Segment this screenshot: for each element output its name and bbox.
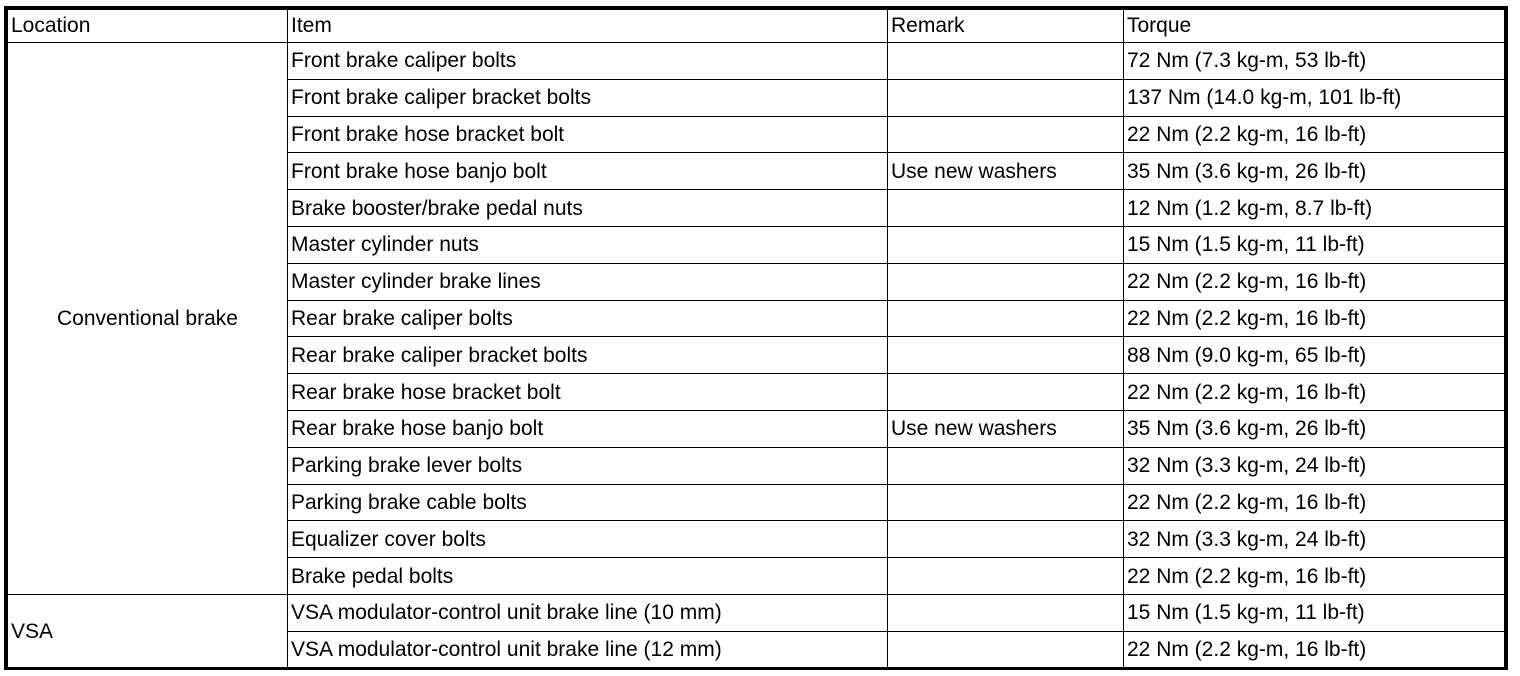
item-cell: Rear brake hose bracket bolt [288,374,888,411]
table-row [8,43,1505,80]
remark-cell [888,447,1124,484]
location-cell: VSA [8,594,288,668]
torque-cell: 35 Nm (3.6 kg-m, 26 lb-ft) [1124,410,1505,447]
item-cell: Parking brake cable bolts [288,484,888,521]
torque-cell: 32 Nm (3.3 kg-m, 24 lb-ft) [1124,447,1505,484]
remark-cell [888,337,1124,374]
item-cell: Parking brake lever bolts [288,447,888,484]
torque-cell: 22 Nm (2.2 kg-m, 16 lb-ft) [1124,631,1505,668]
item-cell: Rear brake caliper bolts [288,300,888,337]
torque-cell: 22 Nm (2.2 kg-m, 16 lb-ft) [1124,300,1505,337]
torque-cell: 22 Nm (2.2 kg-m, 16 lb-ft) [1124,558,1505,595]
torque-cell: 88 Nm (9.0 kg-m, 65 lb-ft) [1124,337,1505,374]
torque-cell: 22 Nm (2.2 kg-m, 16 lb-ft) [1124,263,1505,300]
item-cell: Rear brake hose banjo bolt [288,410,888,447]
item-cell: Front brake hose bracket bolt [288,116,888,153]
remark-cell [888,116,1124,153]
item-cell: Front brake caliper bolts [288,43,888,80]
remark-cell [888,631,1124,668]
item-cell: Front brake hose banjo bolt [288,153,888,190]
item-cell: Brake pedal bolts [288,558,888,595]
location-cell: Conventional brake [8,43,288,595]
torque-cell: 15 Nm (1.5 kg-m, 11 lb-ft) [1124,226,1505,263]
remark-cell: Use new washers [888,410,1124,447]
torque-cell: 137 Nm (14.0 kg-m, 101 lb-ft) [1124,79,1505,116]
item-cell: VSA modulator-control unit brake line (12 mm) [288,631,888,668]
torque-specification-table-container [4,6,1508,670]
remark-cell [888,43,1124,80]
header-torque: Torque [1124,10,1505,43]
remark-cell [888,300,1124,337]
remark-cell [888,558,1124,595]
item-cell: Brake booster/brake pedal nuts [288,190,888,227]
item-cell: Front brake caliper bracket bolts [288,79,888,116]
torque-cell: 35 Nm (3.6 kg-m, 26 lb-ft) [1124,153,1505,190]
table-row [8,594,1505,631]
torque-cell: 12 Nm (1.2 kg-m, 8.7 lb-ft) [1124,190,1505,227]
item-cell: Master cylinder nuts [288,226,888,263]
table-body [8,43,1505,669]
item-cell: Equalizer cover bolts [288,521,888,558]
remark-cell [888,79,1124,116]
torque-cell: 72 Nm (7.3 kg-m, 53 lb-ft) [1124,43,1505,80]
remark-cell [888,594,1124,631]
header-remark: Remark [888,10,1124,43]
header-location: Location [8,10,288,43]
item-cell: Master cylinder brake lines [288,263,888,300]
item-cell: VSA modulator-control unit brake line (10 mm) [288,594,888,631]
remark-cell [888,374,1124,411]
remark-cell [888,484,1124,521]
torque-cell: 32 Nm (3.3 kg-m, 24 lb-ft) [1124,521,1505,558]
torque-cell: 15 Nm (1.5 kg-m, 11 lb-ft) [1124,594,1505,631]
item-cell: Rear brake caliper bracket bolts [288,337,888,374]
header-item: Item [288,10,888,43]
torque-cell: 22 Nm (2.2 kg-m, 16 lb-ft) [1124,484,1505,521]
torque-cell: 22 Nm (2.2 kg-m, 16 lb-ft) [1124,374,1505,411]
remark-cell [888,263,1124,300]
table-header-row [8,10,1505,43]
torque-specification-table [7,9,1505,669]
remark-cell: Use new washers [888,153,1124,190]
torque-cell: 22 Nm (2.2 kg-m, 16 lb-ft) [1124,116,1505,153]
remark-cell [888,190,1124,227]
remark-cell [888,521,1124,558]
remark-cell [888,226,1124,263]
